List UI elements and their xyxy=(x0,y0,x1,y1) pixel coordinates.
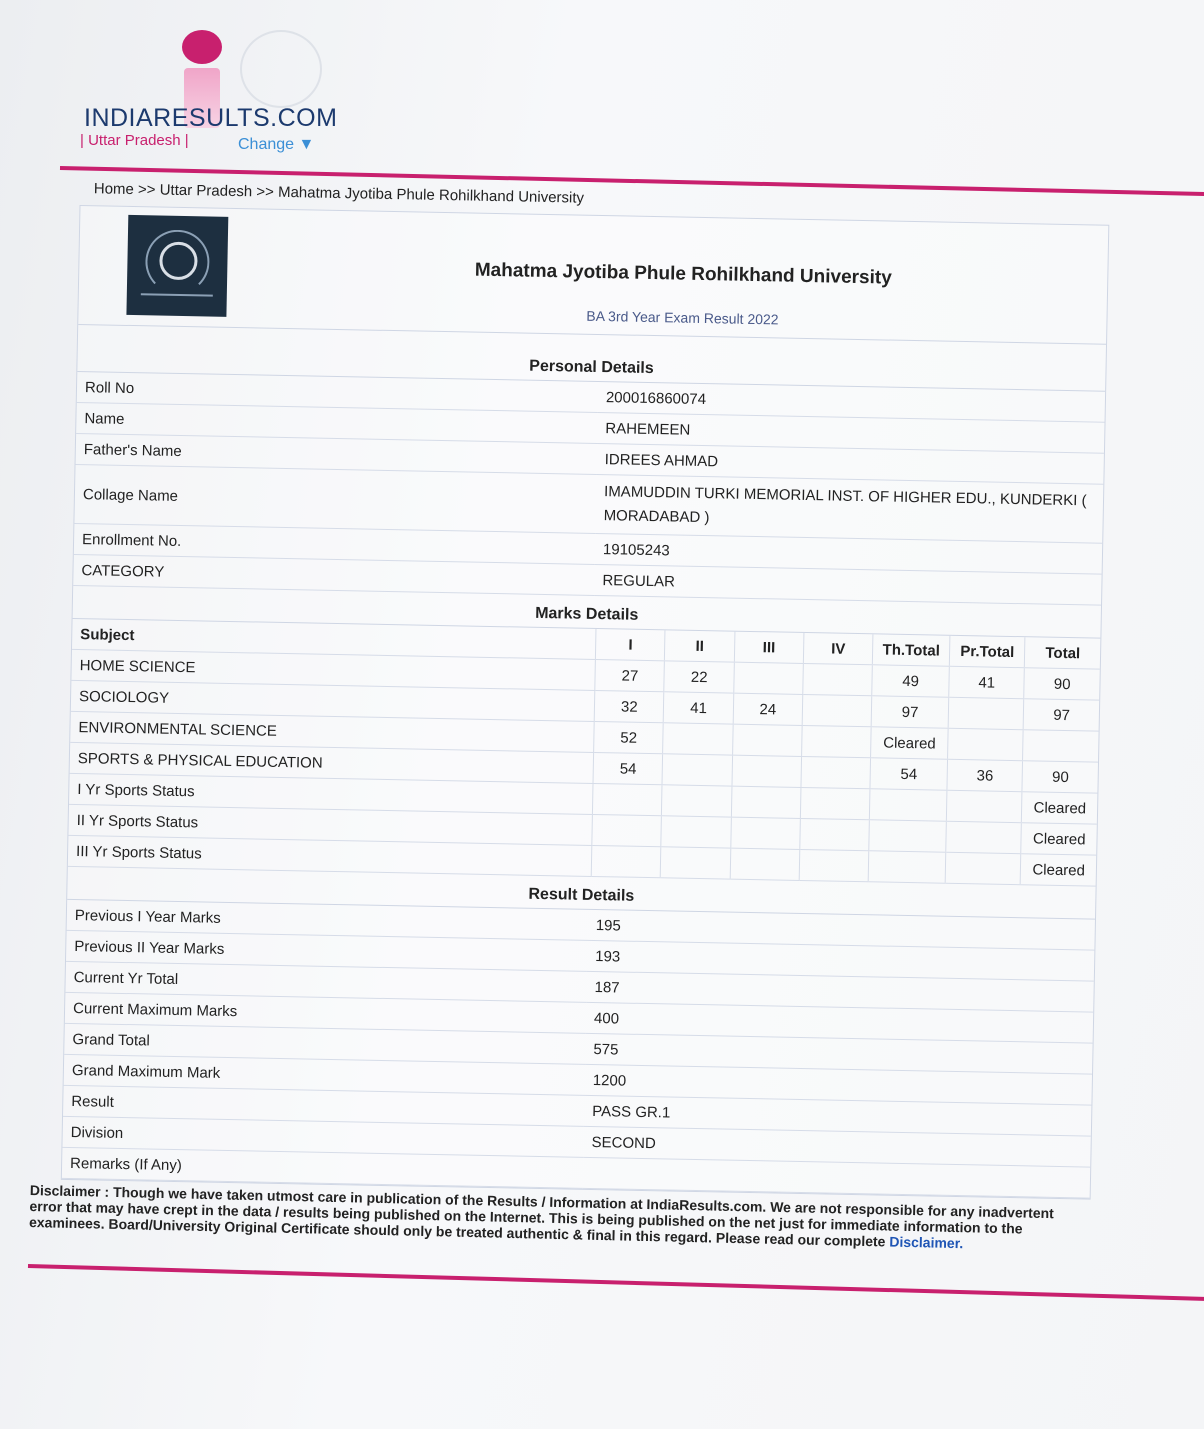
subject-cell: III Yr Sports Status xyxy=(68,835,592,876)
marks-cell: 24 xyxy=(733,693,803,725)
subject-cell: I Yr Sports Status xyxy=(69,773,593,814)
marks-cell: 54 xyxy=(593,752,663,784)
column-header: IV xyxy=(803,633,873,665)
column-header: Pr.Total xyxy=(949,636,1025,668)
university-name: Mahatma Jyotiba Phule Rohilkhand University xyxy=(474,259,892,289)
marks-cell xyxy=(948,728,1024,760)
field-value: 400 xyxy=(586,1002,1094,1043)
marks-cell xyxy=(731,786,801,818)
result-content xyxy=(61,180,1110,1200)
marks-table xyxy=(68,619,1101,887)
marks-cell xyxy=(948,697,1024,729)
marks-cell: 32 xyxy=(594,690,664,722)
field-label: Name xyxy=(76,402,597,443)
marks-cell: 36 xyxy=(947,759,1023,791)
field-label: Previous II Year Marks xyxy=(66,930,587,971)
marks-cell: 97 xyxy=(871,696,948,728)
field-label: Previous I Year Marks xyxy=(67,900,588,940)
marks-cell: 54 xyxy=(870,758,947,790)
marks-cell xyxy=(869,820,946,852)
marks-cell xyxy=(731,817,801,849)
subject-cell: HOME SCIENCE xyxy=(71,649,595,690)
field-value: 19105243 xyxy=(595,533,1103,574)
marks-cell: 90 xyxy=(1022,761,1098,793)
subject-cell: SOCIOLOGY xyxy=(71,680,595,721)
field-label: Father's Name xyxy=(76,433,597,474)
marks-cell: 52 xyxy=(594,721,664,753)
column-header: Total xyxy=(1025,637,1101,669)
field-value: SECOND xyxy=(583,1126,1091,1167)
marks-cell xyxy=(592,814,662,846)
column-header: II xyxy=(665,630,735,662)
marks-cell: 49 xyxy=(872,665,949,697)
field-label: CATEGORY xyxy=(73,554,594,595)
field-value: 200016860074 xyxy=(598,382,1105,422)
marks-cell: Cleared xyxy=(1022,792,1098,824)
marks-cell: Cleared xyxy=(1021,823,1097,855)
field-label: Enrollment No. xyxy=(74,523,595,564)
site-logo[interactable] xyxy=(80,26,340,156)
disclaimer-text: Disclaimer : Though we have taken utmost care in publication of the Results / Information at IndiaResults.com. We are not responsible for any inadvertent error that may have crept in the data / results being published on the Internet. This is being published on the net just for immediate information to the examinees. Board/University Original Certificate should only be treated authentic & final in this regard. Please read our complete xyxy=(28,1182,1055,1250)
field-value: 193 xyxy=(587,940,1095,981)
field-value: IMAMUDDIN TURKI MEMORIAL INST. OF HIGHER EDU., KUNDERKI ( MORADABAD ) xyxy=(595,474,1103,543)
marks-cell xyxy=(663,723,733,755)
field-value: 195 xyxy=(587,910,1094,950)
marks-cell: 41 xyxy=(949,666,1025,698)
exam-title: BA 3rd Year Exam Result 2022 xyxy=(586,307,779,328)
marks-cell xyxy=(945,852,1021,884)
university-header xyxy=(78,206,1108,345)
marks-cell: 22 xyxy=(664,661,734,693)
marks-cell xyxy=(799,849,869,881)
field-label: Division xyxy=(62,1116,583,1157)
field-label: Collage Name xyxy=(74,464,596,533)
marks-cell xyxy=(661,847,731,879)
personal-details-table xyxy=(73,372,1105,606)
state-label: | Uttar Pradesh | xyxy=(80,132,189,149)
marks-cell xyxy=(802,725,872,757)
marks-cell xyxy=(800,818,870,850)
field-label: Remarks (If Any) xyxy=(62,1147,583,1188)
column-header: Th.Total xyxy=(873,634,950,666)
field-value: 1200 xyxy=(585,1064,1093,1105)
marks-cell xyxy=(662,785,732,817)
marks-cell: 97 xyxy=(1024,699,1100,731)
marks-cell xyxy=(591,845,661,877)
field-value: 575 xyxy=(585,1033,1093,1074)
field-value: 187 xyxy=(586,971,1094,1012)
column-header: Subject xyxy=(72,619,596,660)
marks-cell xyxy=(593,783,663,815)
marks-cell xyxy=(803,663,873,695)
result-box xyxy=(61,205,1110,1200)
field-label: Roll No xyxy=(77,372,598,412)
breadcrumb[interactable]: Home >> Uttar Pradesh >> Mahatma Jyotiba Phule Rohilkhand University xyxy=(93,180,585,207)
result-details-title: Result Details xyxy=(67,871,1095,920)
marks-cell xyxy=(732,724,802,756)
marks-cell xyxy=(946,821,1022,853)
marks-cell xyxy=(870,789,947,821)
result-body xyxy=(62,900,1095,1198)
field-label: Current Maximum Marks xyxy=(65,992,586,1033)
marks-cell xyxy=(734,662,804,694)
emblem-line xyxy=(141,293,213,296)
change-state-link[interactable]: Change ▼ xyxy=(238,136,315,153)
marks-cell: 90 xyxy=(1024,668,1100,700)
field-value: PASS GR.1 xyxy=(584,1095,1092,1136)
field-value: RAHEMEEN xyxy=(597,412,1105,453)
marks-cell xyxy=(800,787,870,819)
marks-body xyxy=(68,649,1100,886)
marks-cell xyxy=(730,848,800,880)
subject-cell: II Yr Sports Status xyxy=(68,804,592,845)
result-details-table xyxy=(62,900,1095,1199)
brand-name: INDIARESULTS.COM xyxy=(84,104,338,132)
disclaimer-link[interactable]: Disclaimer. xyxy=(889,1233,964,1252)
field-label: Grand Total xyxy=(64,1023,585,1064)
marks-cell xyxy=(801,756,871,788)
field-label: Grand Maximum Mark xyxy=(64,1054,585,1095)
personal-details-title: Personal Details xyxy=(77,343,1105,392)
marks-cell xyxy=(802,694,872,726)
globe-icon xyxy=(240,30,322,108)
marks-cell: 41 xyxy=(664,692,734,724)
marks-cell xyxy=(868,851,945,883)
field-label: Result xyxy=(63,1085,584,1126)
field-label: Current Yr Total xyxy=(65,961,586,1002)
marks-cell xyxy=(732,755,802,787)
column-header: I xyxy=(596,629,666,661)
marks-details-title: Marks Details xyxy=(73,590,1101,639)
field-value: IDREES AHMAD xyxy=(596,443,1104,484)
subject-cell: ENVIRONMENTAL SCIENCE xyxy=(70,711,594,752)
subject-cell: SPORTS & PHYSICAL EDUCATION xyxy=(70,742,594,783)
marks-cell xyxy=(1023,730,1099,762)
marks-cell: Cleared xyxy=(1021,854,1097,886)
marks-cell: 27 xyxy=(595,659,665,691)
marks-cell xyxy=(946,790,1022,822)
column-header: III xyxy=(734,632,804,664)
marks-cell xyxy=(661,816,731,848)
marks-cell: Cleared xyxy=(871,727,948,759)
marks-cell xyxy=(662,754,732,786)
logo-dot-icon xyxy=(182,30,222,64)
field-value: REGULAR xyxy=(594,564,1102,605)
bottom-divider xyxy=(28,1264,1204,1301)
